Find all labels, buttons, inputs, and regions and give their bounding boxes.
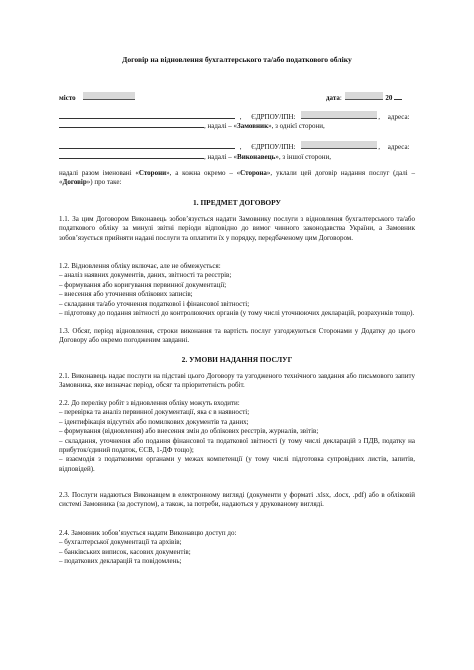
city-field[interactable] [83,92,135,100]
section1-title: 1. ПРЕДМЕТ ДОГОВОРУ [193,198,281,207]
party1-edrpou-field[interactable] [301,111,377,119]
list-item: – формування або коригування первинної документації; [59,280,227,289]
date-row: дата: 20 [326,92,402,103]
intro-contract: Договір [62,178,87,187]
party1-role-prefix: , надалі – « [204,122,238,130]
clause-2-2-intro: 2.2. До переліку робіт з відновлення обліку можуть входити: [59,399,240,407]
party1-role-suffix: », з однієї сторони, [268,122,325,130]
clause-2-3 [59,491,415,510]
party2-edrpou-label: ЄДРПОУ/ІПН: [251,143,296,151]
party2-row2 [59,151,331,162]
list-item: – ідентифікація відсутніх або помилкових документів та даних; [59,417,249,426]
list-item: – підготовку до подання звітності до контролюючих органів (у тому числі уточнюючих декларацій, розрахунків тощо). [59,309,415,318]
list-item: – бухгалтерської документації та архівів; [59,538,182,547]
list-item: – складання, уточнення або подання фінансової та податкової звітності (у тому числі декларацій з ПДВ, податку на прибуток/єдиний податок, ЄСВ, 1-ДФ тощо); [59,436,415,455]
date-day-field[interactable] [345,92,383,100]
party2-address-label: адреса: [387,143,410,151]
intro-parties: Сторони [138,169,167,177]
party1-row1: , ЄДРПОУ/ІПН: , адреса: [59,111,410,122]
clause-1-3 [59,327,415,346]
intro-party: Сторона [240,169,267,177]
party2-role-prefix: , надалі – « [204,153,238,161]
clause-2-4-intro: 2.4. Замовник зобов’язується надати Виконавцю доступ до: [59,529,237,537]
party2-address-field[interactable] [59,151,204,159]
intro-text-3: », уклали цей договір надання [266,169,366,177]
list-item: – формування (відновлення) або внесення змін до облікових реєстрів, журналів, звітів; [59,427,319,436]
intro-text-2: », а кожна окремо – « [166,169,241,177]
party1-edrpou-label: ЄДРПОУ/ІПН: [251,113,296,121]
clause-1-1-text: 1.1. За цим Договором Виконавець зобов’язується надати Замовнику послуги з відновлення бухгалтерського та/або податкового обліку за минулі звітні періоди відповідно до вимог чинного законодавства України, а Замовник зобов’язується прийняти надані послуги та оплатити їх у порядку, передбаченому цим Договором. [59,215,415,242]
clause-2-2 [59,399,415,474]
party2-role-name: Виконавець [237,153,276,161]
intro-paragraph [59,169,415,188]
intro-text-4: послуг (далі – « [59,169,415,187]
list-item: – взаємодія з податковими органами у межах компетенції (у тому числі підготовка супровідних листів, запитів, відповідей). [59,455,415,473]
date-year-prefix: 20 [385,94,393,102]
party1-address-field[interactable] [59,120,204,128]
document-title: Договір на відновлення бухгалтерського та/або податкового обліку [122,55,352,64]
clause-2-1-text: 2.1. Виконавець надає послуги на підставі цього Договору та узгодженого технічного завдання або письмового запиту Замовника, яке визначає період, обсяг та пріоритетність робіт. [59,372,415,390]
party1-address-label: адреса: [387,113,410,121]
list-item: – податкових декларацій та повідомлень; [59,557,182,566]
clause-1-2 [59,262,415,318]
party2-row1: , ЄДРПОУ/ІПН: , адреса: [59,141,410,152]
clause-2-3-text: 2.3. Послуги надаються Виконавцем в електронному вигляді (документи у форматі .xlsx, .docx, .pdf) або в обліковій системі Замовника (за доступом), а також, за потреби, надаються у друкованому вигляді. [59,491,415,509]
party1-name-field[interactable] [59,111,235,119]
clause-1-2-intro: 1.2. Відновлення обліку включає, але не обмежується: [59,262,221,270]
party1-role-name: Замовник [237,122,269,130]
party2-role-suffix: », з іншої сторони, [275,153,331,161]
date-label: дата [326,94,340,102]
section2-title: 2. УМОВИ НАДАННЯ ПОСЛУГ [181,355,293,364]
city-label: місто [59,94,76,102]
party2-name-field[interactable] [59,141,235,149]
date-year-field[interactable] [394,92,402,100]
party1-row2 [59,120,325,131]
clause-1-1 [59,215,415,243]
list-item: – складання та/або уточнення податкової і фінансової звітності; [59,299,250,308]
clause-1-3-text: 1.3. Обсяг, період відновлення, строки виконання та вартість послуг узгоджуються Сторонами у Додатку до цього Договору або окремо погодженим завданні. [59,327,415,345]
list-item: – аналіз наявних документів, даних, звітності та реєстрів; [59,271,232,280]
list-item: – банківських виписок, касових документів; [59,547,191,556]
city-row [59,92,136,103]
intro-text-1: надалі разом іменовані « [59,169,139,177]
clause-2-1 [59,372,415,391]
list-item: – перевірка та аналіз первинної документації, яка є в наявності; [59,408,250,417]
intro-text-5: ») про таке: [86,178,122,187]
party2-edrpou-field[interactable] [301,141,377,149]
list-item: – внесення або уточнення облікових записів; [59,290,193,299]
clause-2-4 [59,529,415,567]
